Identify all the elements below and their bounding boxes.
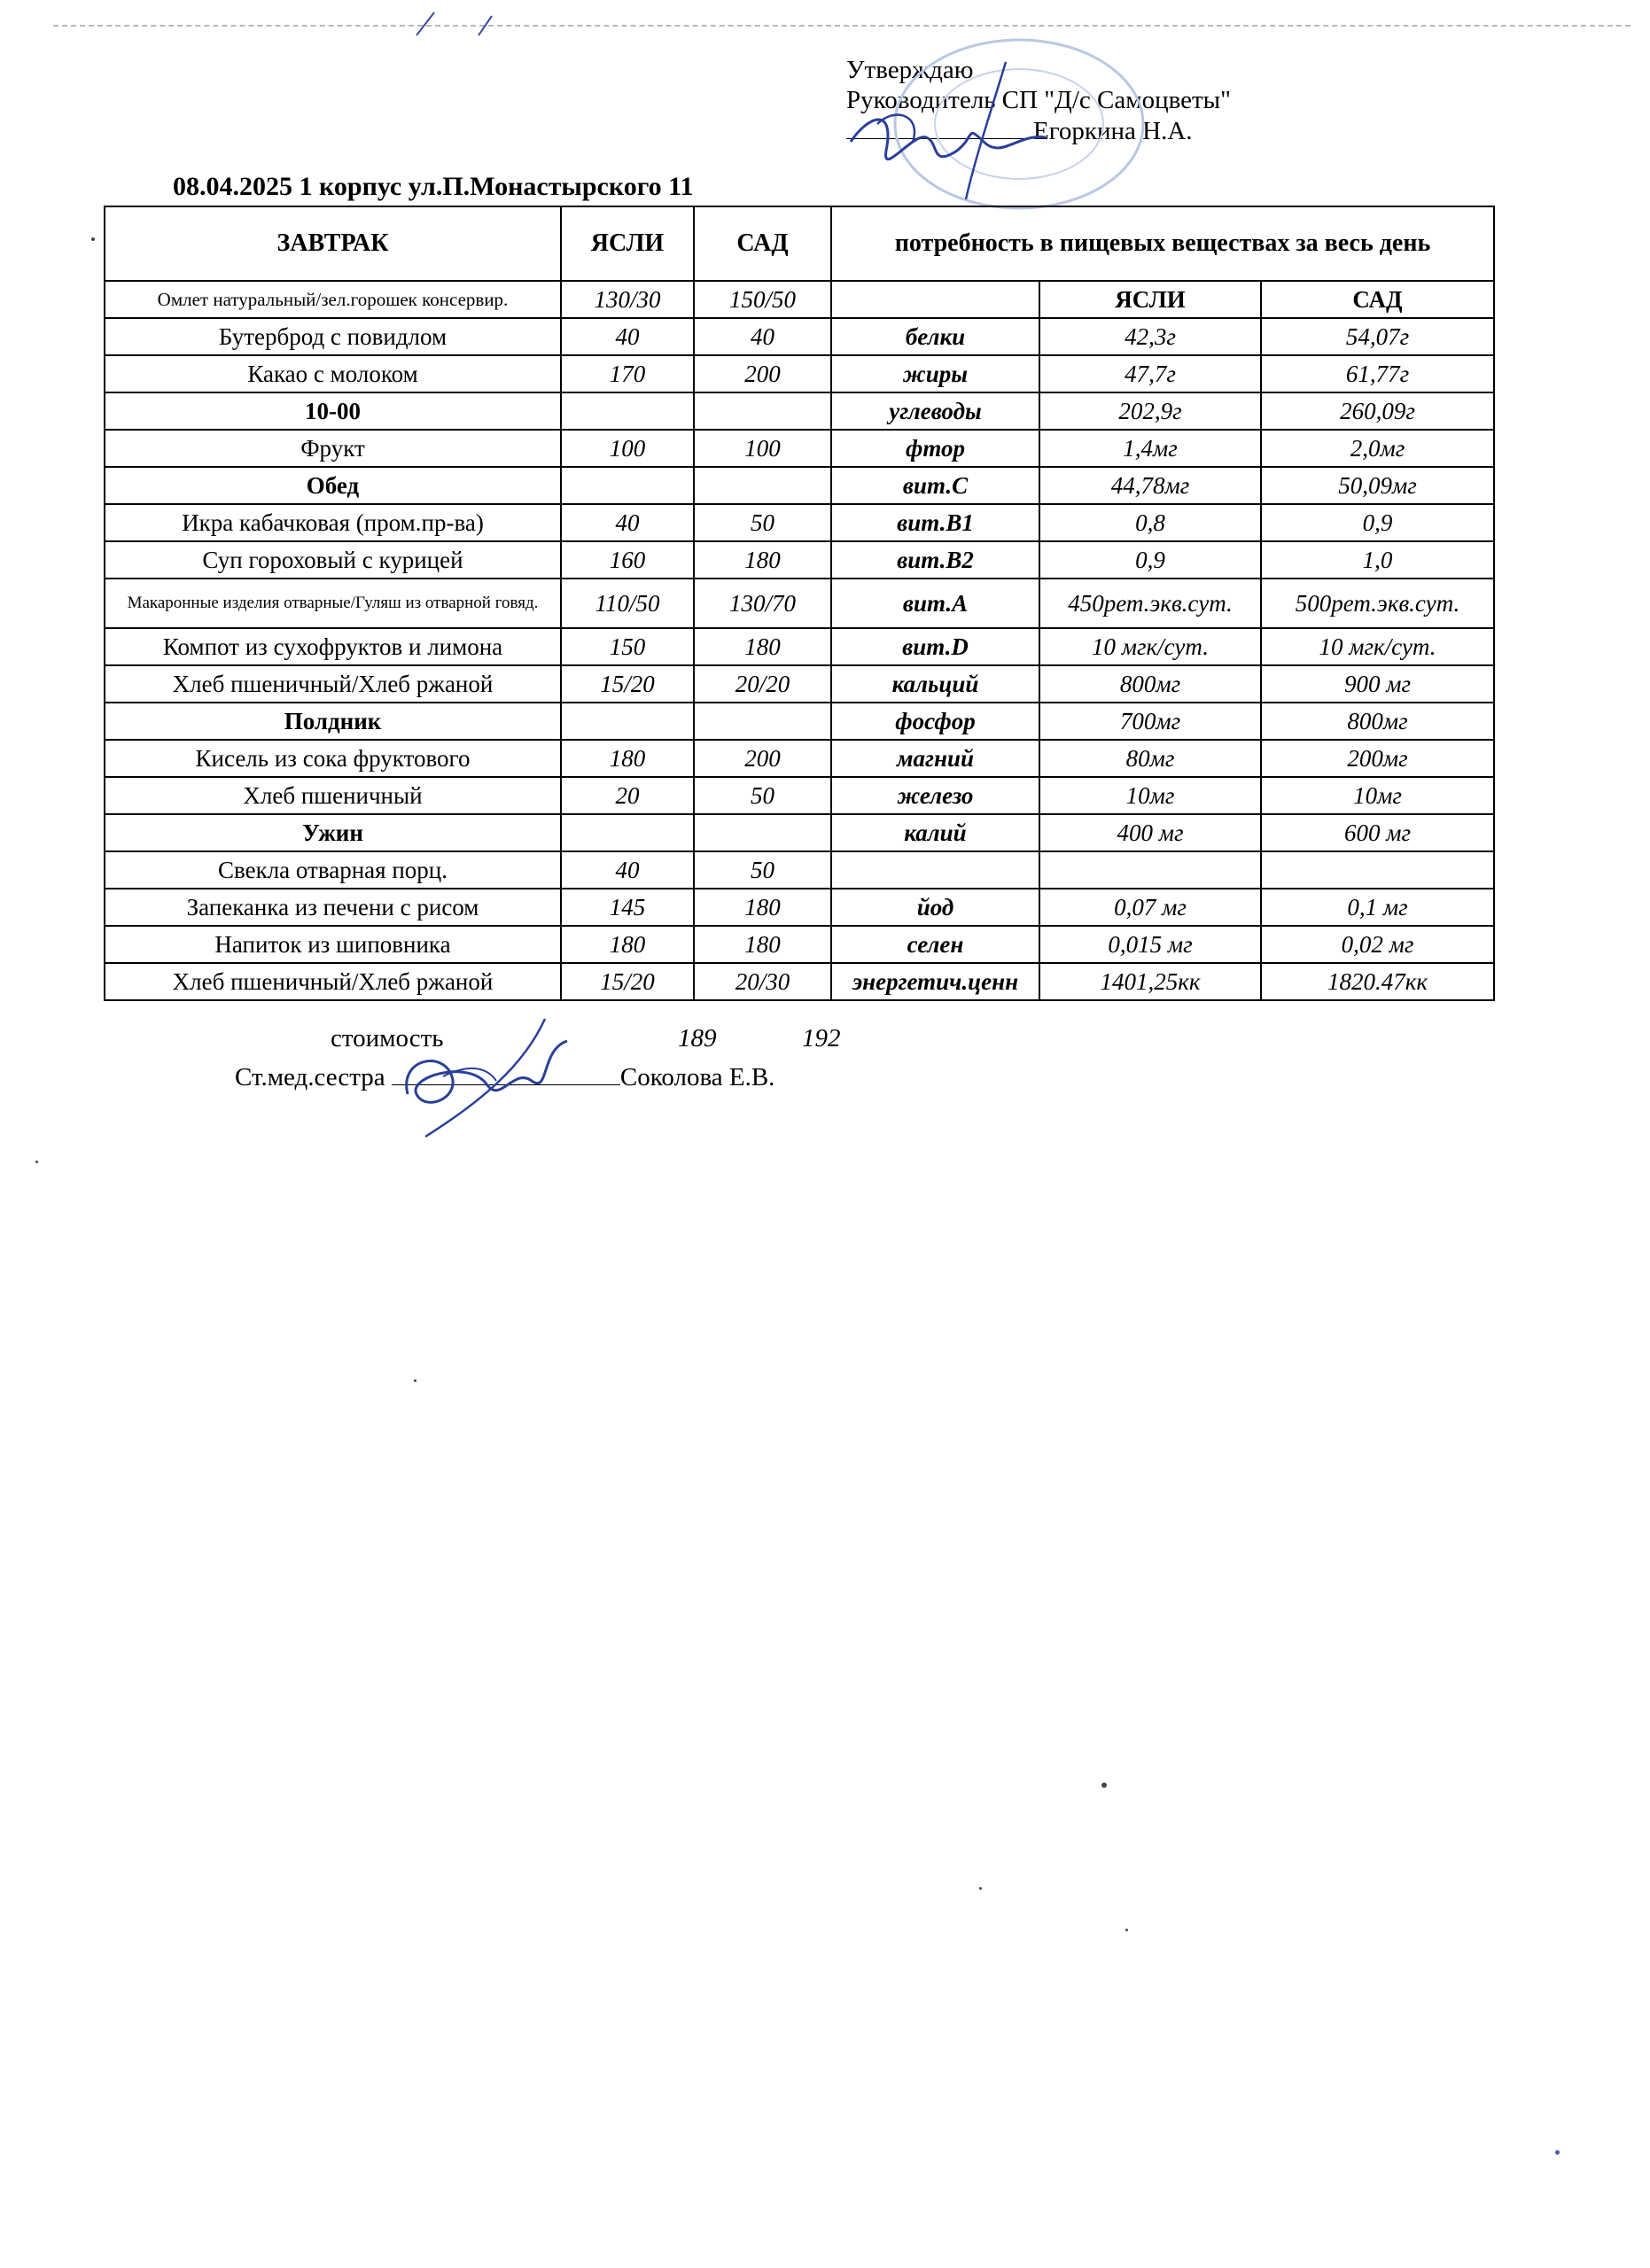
nutrient-sad-cell: 10мг <box>1261 777 1494 814</box>
sad-portion-cell <box>694 814 831 851</box>
nutrient-yasli-cell: 0,9 <box>1039 541 1261 579</box>
table-row <box>105 665 1494 703</box>
sad-portion-cell: 180 <box>694 889 831 926</box>
nutrient-sad-cell: 900 мг <box>1261 665 1494 703</box>
nutrient-yasli-cell: 1,4мг <box>1039 430 1261 467</box>
yasli-portion-cell: 40 <box>561 851 694 889</box>
nutrient-yasli-cell: 10 мгк/сут. <box>1039 628 1261 665</box>
nutrient-yasli-cell <box>1039 851 1261 889</box>
approval-title: Утверждаю <box>846 56 974 84</box>
yasli-portion-cell: 150 <box>561 628 694 665</box>
sad-portion-cell: 50 <box>694 777 831 814</box>
sad-portion-cell: 40 <box>694 318 831 355</box>
table-row <box>105 318 1494 355</box>
yasli-portion-cell: 40 <box>561 318 694 355</box>
nutrient-sad-cell: 2,0мг <box>1261 430 1494 467</box>
table-row <box>105 814 1494 851</box>
nutrient-yasli-cell: 44,78мг <box>1039 467 1261 504</box>
nutrient-sad-cell: 61,77г <box>1261 355 1494 392</box>
nutrient-sad-cell: 10 мгк/сут. <box>1261 628 1494 665</box>
sad-portion-cell <box>694 467 831 504</box>
scan-speck <box>979 1887 982 1890</box>
sad-portion-cell: 180 <box>694 541 831 579</box>
scan-speck <box>35 1161 38 1163</box>
sad-portion-cell: 20/20 <box>694 665 831 703</box>
yasli-portion-cell: 170 <box>561 355 694 392</box>
nutrient-yasli-cell: 800мг <box>1039 665 1261 703</box>
sad-portion-cell: 50 <box>694 504 831 541</box>
table-row <box>105 926 1494 963</box>
table-row <box>105 541 1494 579</box>
dish-cell: Полдник <box>105 703 561 740</box>
nutrient-cell: углеводы <box>831 392 1039 430</box>
cost-yasli: 189 <box>678 1024 717 1052</box>
nutrient-sad-cell: 260,09г <box>1261 392 1494 430</box>
sad-portion-cell: 200 <box>694 355 831 392</box>
nutrient-yasli-cell: 42,3г <box>1039 318 1261 355</box>
dish-cell: Омлет натуральный/зел.горошек консервир. <box>105 281 561 318</box>
sad-portion-cell: 150/50 <box>694 281 831 318</box>
nutrient-sad-cell: 500рет.экв.сут. <box>1261 579 1494 628</box>
dish-cell: 10-00 <box>105 392 561 430</box>
nutrient-cell: фтор <box>831 430 1039 467</box>
table-row <box>105 430 1494 467</box>
dish-cell: Компот из сухофруктов и лимона <box>105 628 561 665</box>
yasli-portion-cell: 15/20 <box>561 665 694 703</box>
dish-cell: Запеканка из печени с рисом <box>105 889 561 926</box>
nutrient-sad-cell: 600 мг <box>1261 814 1494 851</box>
header-yasli: ЯСЛИ <box>561 206 694 281</box>
table-row <box>105 703 1494 740</box>
yasli-portion-cell: 20 <box>561 777 694 814</box>
dish-cell: Какао с молоком <box>105 355 561 392</box>
table-row <box>105 628 1494 665</box>
nurse-signature <box>390 1014 611 1138</box>
sad-portion-cell <box>694 392 831 430</box>
sad-portion-cell: 130/70 <box>694 579 831 628</box>
cost-label: стоимость <box>331 1024 444 1052</box>
scan-edge-marks <box>0 0 1650 35</box>
nutrient-yasli-cell: 0,015 мг <box>1039 926 1261 963</box>
nutrient-cell: калий <box>831 814 1039 851</box>
nurse-label: Ст.мед.сестра <box>235 1063 385 1091</box>
yasli-portion-cell: 15/20 <box>561 963 694 1000</box>
table-row <box>105 392 1494 430</box>
yasli-portion-cell: 40 <box>561 504 694 541</box>
nutrient-cell: белки <box>831 318 1039 355</box>
dish-cell: Хлеб пшеничный <box>105 777 561 814</box>
nutrient-cell <box>831 281 1039 318</box>
dish-cell: Суп гороховый с курицей <box>105 541 561 579</box>
nutrient-cell: фосфор <box>831 703 1039 740</box>
scan-speck <box>1101 1783 1107 1788</box>
approval-name: Егоркина Н.А. <box>1033 117 1193 145</box>
nutrient-cell: кальций <box>831 665 1039 703</box>
document-heading: 08.04.2025 1 корпус ул.П.Монастырского 11 <box>173 172 694 201</box>
table-header-row <box>105 206 1494 281</box>
nutrient-cell: вит.А <box>831 579 1039 628</box>
sad-portion-cell <box>694 703 831 740</box>
sad-portion-cell: 50 <box>694 851 831 889</box>
scan-speck <box>91 237 95 241</box>
dish-cell: Обед <box>105 467 561 504</box>
nutrient-sad-cell <box>1261 851 1494 889</box>
table-row <box>105 579 1494 628</box>
sad-portion-cell: 180 <box>694 926 831 963</box>
nutrient-cell: вит.В2 <box>831 541 1039 579</box>
dish-cell: Бутерброд с повидлом <box>105 318 561 355</box>
nutrient-yasli-cell: 47,7г <box>1039 355 1261 392</box>
header-meal: ЗАВТРАК <box>105 206 561 281</box>
scan-speck <box>1555 2150 1560 2155</box>
dish-cell: Напиток из шиповника <box>105 926 561 963</box>
table-row <box>105 740 1494 777</box>
nutrient-sad-cell: 50,09мг <box>1261 467 1494 504</box>
nutrient-cell: жиры <box>831 355 1039 392</box>
nutrient-yasli-cell: 0,07 мг <box>1039 889 1261 926</box>
yasli-portion-cell: 110/50 <box>561 579 694 628</box>
nutrient-yasli-cell: 400 мг <box>1039 814 1261 851</box>
yasli-portion-cell <box>561 467 694 504</box>
nutrient-sad-cell: 0,02 мг <box>1261 926 1494 963</box>
header-sad: САД <box>694 206 831 281</box>
nutrient-cell: вит.В1 <box>831 504 1039 541</box>
table-row <box>105 851 1494 889</box>
approval-position: Руководитель СП "Д/с Самоцветы" <box>846 86 1231 114</box>
yasli-portion-cell: 180 <box>561 926 694 963</box>
yasli-portion-cell <box>561 703 694 740</box>
table-row <box>105 281 1494 318</box>
yasli-portion-cell <box>561 814 694 851</box>
table-row <box>105 504 1494 541</box>
table-row <box>105 355 1494 392</box>
nutrient-yasli-cell: ЯСЛИ <box>1039 281 1261 318</box>
nutrient-yasli-cell: 0,8 <box>1039 504 1261 541</box>
nutrient-cell: вит.D <box>831 628 1039 665</box>
nutrient-yasli-cell: 80мг <box>1039 740 1261 777</box>
sad-portion-cell: 20/30 <box>694 963 831 1000</box>
dish-cell: Кисель из сока фруктового <box>105 740 561 777</box>
table-row <box>105 467 1494 504</box>
nutrient-cell: железо <box>831 777 1039 814</box>
yasli-portion-cell: 100 <box>561 430 694 467</box>
sad-portion-cell: 100 <box>694 430 831 467</box>
yasli-portion-cell: 160 <box>561 541 694 579</box>
nutrient-yasli-cell: 10мг <box>1039 777 1261 814</box>
nutrient-yasli-cell: 1401,25кк <box>1039 963 1261 1000</box>
cost-sad: 192 <box>802 1024 841 1052</box>
table-row <box>105 889 1494 926</box>
yasli-portion-cell: 130/30 <box>561 281 694 318</box>
nutrient-cell: вит.С <box>831 467 1039 504</box>
dish-cell: Хлеб пшеничный/Хлеб ржаной <box>105 963 561 1000</box>
director-signature <box>842 53 1055 204</box>
nutrient-sad-cell: САД <box>1261 281 1494 318</box>
nutrient-sad-cell: 0,9 <box>1261 504 1494 541</box>
menu-table <box>104 206 1495 1001</box>
nutrient-cell <box>831 851 1039 889</box>
dish-cell: Хлеб пшеничный/Хлеб ржаной <box>105 665 561 703</box>
yasli-portion-cell <box>561 392 694 430</box>
nutrient-cell: селен <box>831 926 1039 963</box>
nutrient-sad-cell: 200мг <box>1261 740 1494 777</box>
dish-cell: Ужин <box>105 814 561 851</box>
scan-speck <box>1125 1929 1128 1931</box>
nutrient-sad-cell: 1820.47кк <box>1261 963 1494 1000</box>
dish-cell: Икра кабачковая (пром.пр-ва) <box>105 504 561 541</box>
nutrient-sad-cell: 800мг <box>1261 703 1494 740</box>
nutrient-cell: энергетич.ценн <box>831 963 1039 1000</box>
nurse-name: Соколова Е.В. <box>619 1063 775 1091</box>
nutrient-yasli-cell: 450рет.экв.сут. <box>1039 579 1261 628</box>
sad-portion-cell: 180 <box>694 628 831 665</box>
dish-cell: Свекла отварная порц. <box>105 851 561 889</box>
nutrient-sad-cell: 54,07г <box>1261 318 1494 355</box>
nutrient-cell: йод <box>831 889 1039 926</box>
nutrient-yasli-cell: 700мг <box>1039 703 1261 740</box>
nutrient-yasli-cell: 202,9г <box>1039 392 1261 430</box>
dish-cell: Фрукт <box>105 430 561 467</box>
nutrient-sad-cell: 1,0 <box>1261 541 1494 579</box>
nutrient-cell: магний <box>831 740 1039 777</box>
header-needs: потребность в пищевых веществах за весь день <box>831 206 1494 281</box>
nutrient-sad-cell: 0,1 мг <box>1261 889 1494 926</box>
menu-table-body <box>105 281 1494 1000</box>
table-row <box>105 963 1494 1000</box>
sad-portion-cell: 200 <box>694 740 831 777</box>
scan-speck <box>414 1379 416 1382</box>
table-row <box>105 777 1494 814</box>
yasli-portion-cell: 180 <box>561 740 694 777</box>
yasli-portion-cell: 145 <box>561 889 694 926</box>
dish-cell: Макаронные изделия отварные/Гуляш из отварной говяд. <box>105 579 561 628</box>
